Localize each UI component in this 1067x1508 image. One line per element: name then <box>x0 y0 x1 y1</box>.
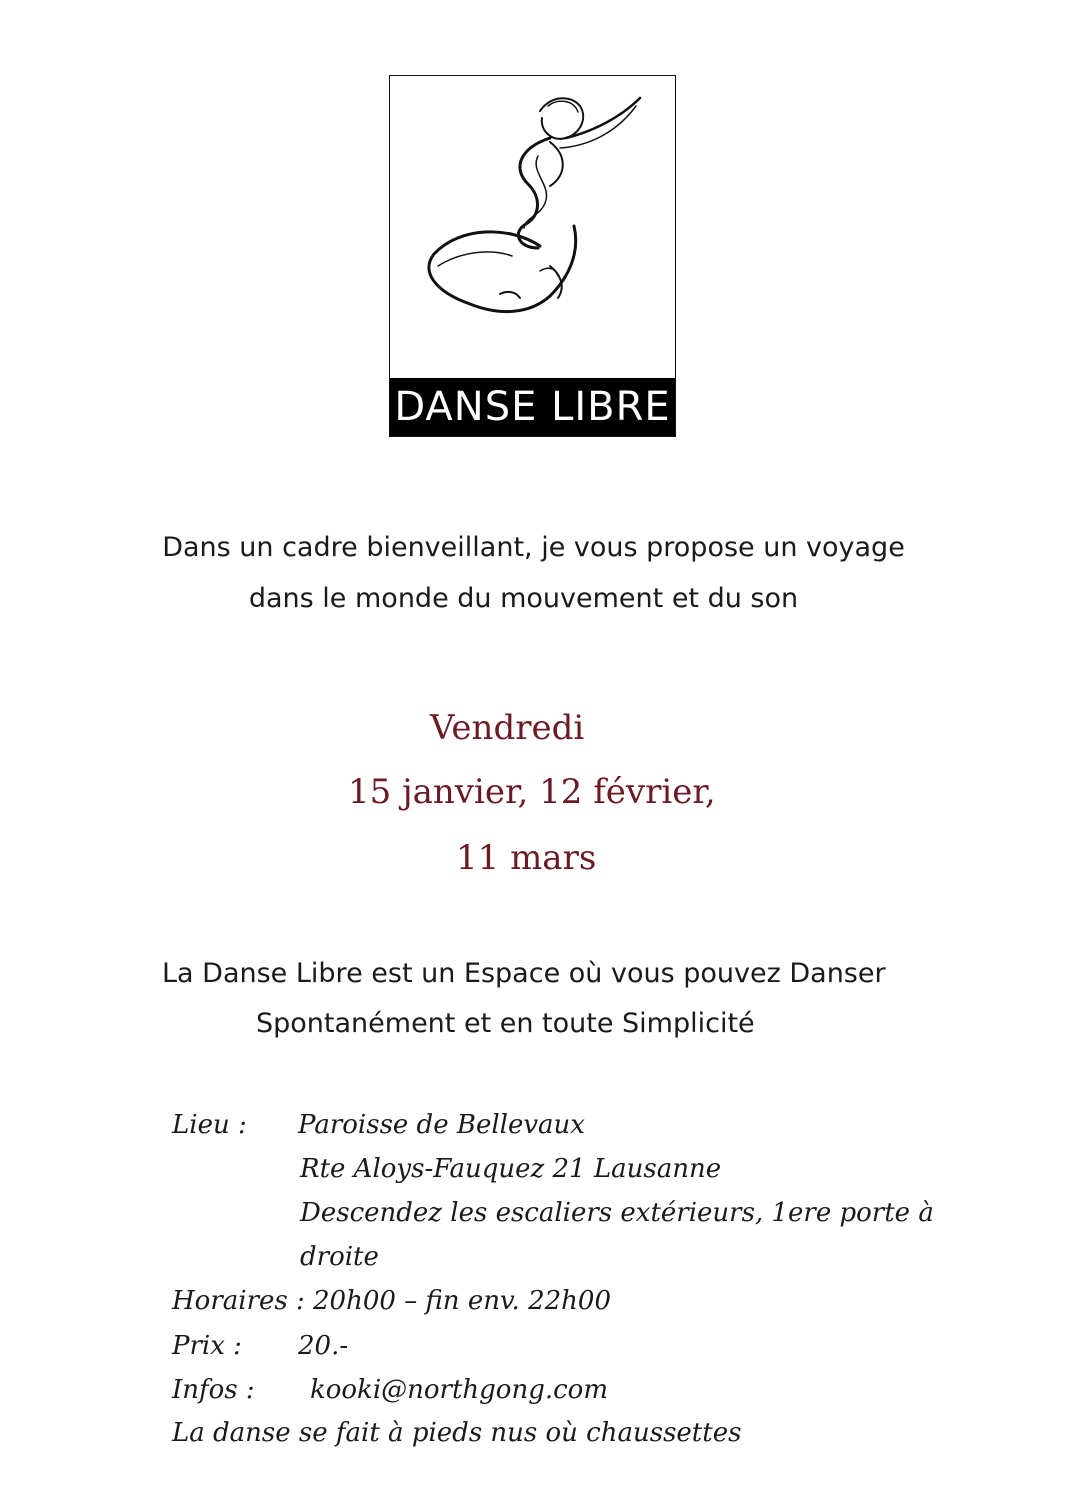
footer-note: La danse se fait à pieds nus où chaussettes <box>172 1418 742 1448</box>
date-line-2: 11 mars <box>456 838 597 878</box>
intro-line-1: Dans un cadre bienveillant, je vous propose un voyage <box>162 532 905 563</box>
logo-band <box>390 378 675 436</box>
dancer-figure-icon <box>390 76 674 376</box>
lieu-label: Lieu : <box>172 1110 247 1140</box>
description-line-2: Spontanément et en toute Simplicité <box>256 1008 755 1039</box>
horaires-line: Horaires : 20h00 – fin env. 22h00 <box>172 1286 611 1316</box>
danse-libre-logo <box>389 75 676 437</box>
prix-label: Prix : <box>172 1331 242 1361</box>
infos-label: Infos : <box>172 1375 255 1405</box>
date-day: Vendredi <box>430 708 585 748</box>
description-line-1: La Danse Libre est un Espace où vous pouvez Danser <box>162 958 886 989</box>
date-line-1: 15 janvier, 12 février, <box>348 772 716 812</box>
infos-email: kooki@northgong.com <box>310 1375 608 1405</box>
lieu-line-1: Paroisse de Bellevaux <box>298 1110 585 1140</box>
intro-line-2: dans le monde du mouvement et du son <box>248 583 799 614</box>
lieu-line-3: Descendez les escaliers extérieurs, 1ere porte à <box>300 1198 934 1228</box>
lieu-line-2: Rte Aloys-Fauquez 21 Lausanne <box>300 1154 722 1184</box>
prix-value: 20.- <box>298 1331 349 1361</box>
lieu-line-4: droite <box>300 1242 379 1272</box>
logo-title: DANSE LIBRE <box>394 384 671 430</box>
